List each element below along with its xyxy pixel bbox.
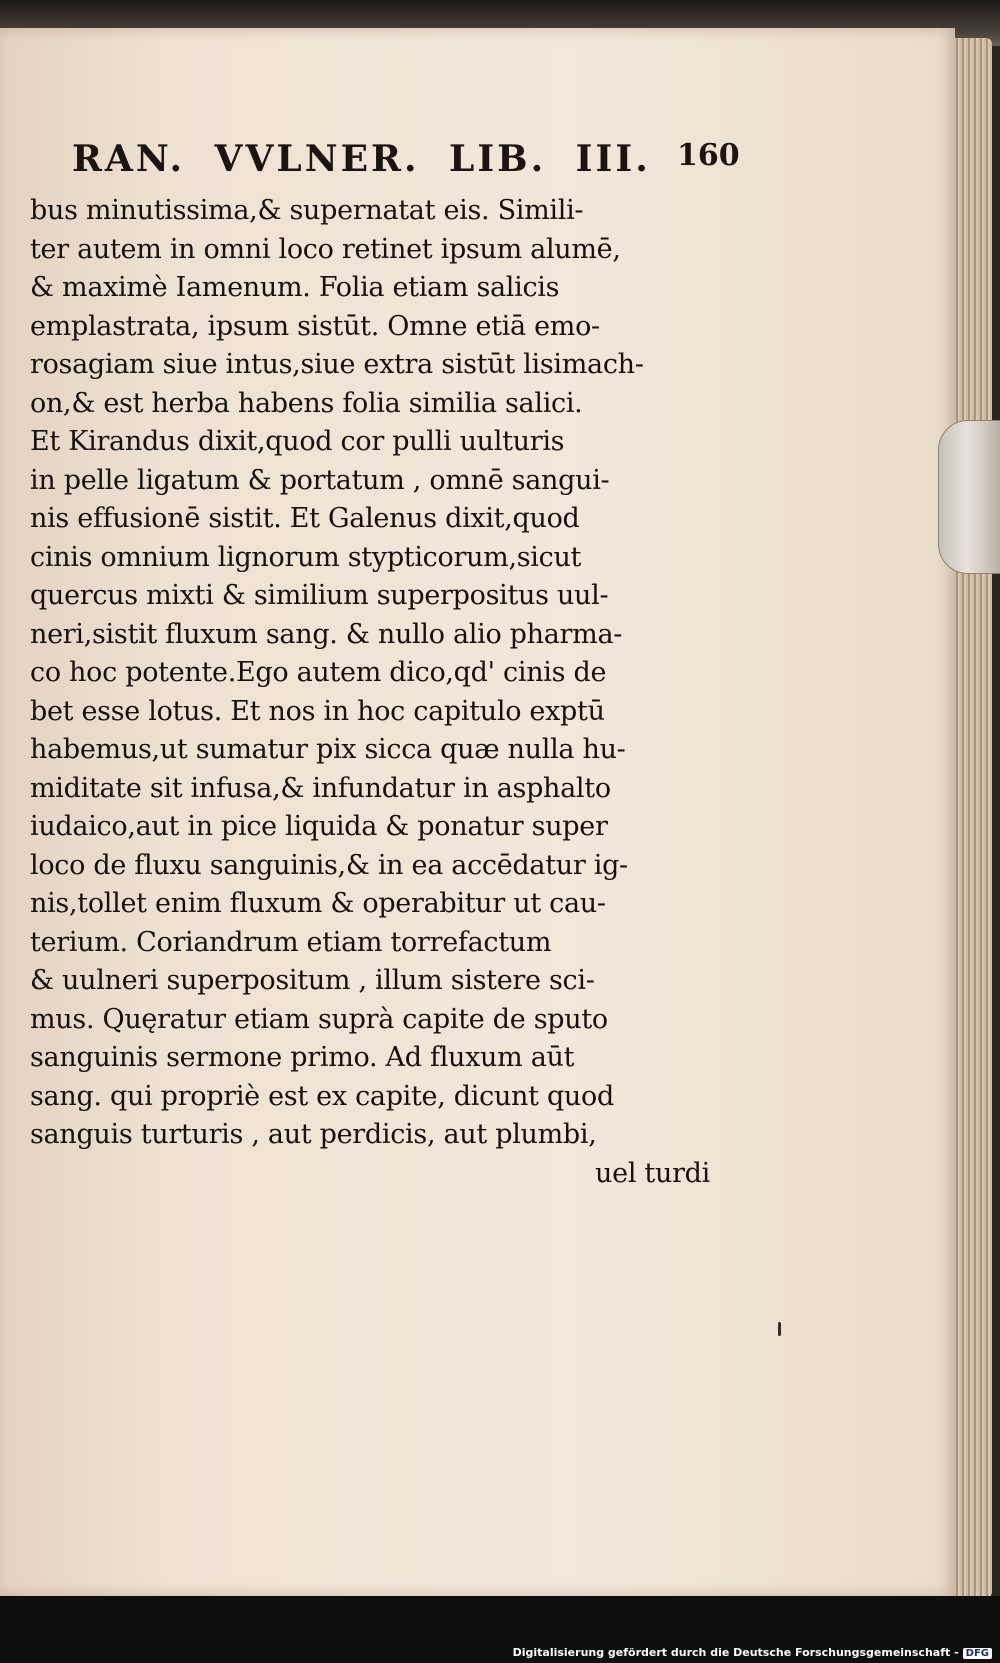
catchword: uel turdi [595,1157,710,1189]
text-line: Et Kirandus dixit,quod cor pulli uulturis [30,426,565,457]
running-header [72,138,740,188]
text-line: loco de fluxu sanguinis,& in ea accēdatur ig- [30,849,628,881]
text-line: quercus mixti & similium superpositus uul- [30,580,609,611]
running-title: RAN. VVLNER. LIB. III. [72,138,651,180]
text-line: neri,sistit fluxum sang. & nullo alio pharma- [30,618,623,650]
text-line: sang. qui propriè est ex capite, dicunt quod [30,1080,614,1112]
text-line: cinis omnium lignorum stypticorum,sicut [30,541,582,573]
text-line: nis,tollet enim fluxum & operabitur ut cau- [30,888,606,919]
text-line: rosagiam siue intus,siue extra sistūt lisimach- [30,349,644,380]
text-line: bus minutissima,& supernatat eis. Simili- [30,195,584,226]
text-line: iudaico,aut in pice liquida & ponatur super [30,811,608,842]
page-clip [938,420,1000,574]
text-line: miditate sit infusa,& infundatur in asphalto [30,772,611,804]
text-line: emplastrata, ipsum sistūt. Omne etiā emo- [30,310,600,342]
text-line: & maximè Iamenum. Folia etiam salicis [30,272,560,303]
text-line: habemus,ut sumatur pix sicca quæ nulla hu- [30,734,626,765]
dfg-logo: DFG [963,1648,992,1659]
text-line: nis effusionē sistit. Et Galenus dixit,quod [30,503,580,534]
body-text [30,192,720,1193]
text-line: sanguinis sermone primo. Ad fluxum aūt [30,1042,575,1073]
text-line: ter autem in omni loco retinet ipsum alumē, [30,233,621,265]
text-line: on,& est herba habens folia similia salici. [30,387,583,419]
text-line: mus. Quęratur etiam suprà capite de sputo [30,1003,608,1035]
text-line: terium. Coriandrum etiam torrefactum [30,926,552,958]
text-line: sanguis turturis , aut perdicis, aut plumbi, [30,1119,597,1150]
text-line: & uulneri superpositum , illum sistere sci- [30,965,595,996]
credit-text: Digitalisierung gefördert durch die Deutsche Forschungsgemeinschaft - [512,1646,959,1659]
ink-speck [778,1322,781,1336]
text-line: co hoc potente.Ego autem dico,qd' cinis de [30,657,607,688]
digitization-credit [513,1646,992,1662]
text-line: in pelle ligatum & portatum , omnē sangui- [30,464,610,496]
folio-number: 160 [677,138,740,173]
text-line: bet esse lotus. Et nos in hoc capitulo exptū [30,695,605,727]
